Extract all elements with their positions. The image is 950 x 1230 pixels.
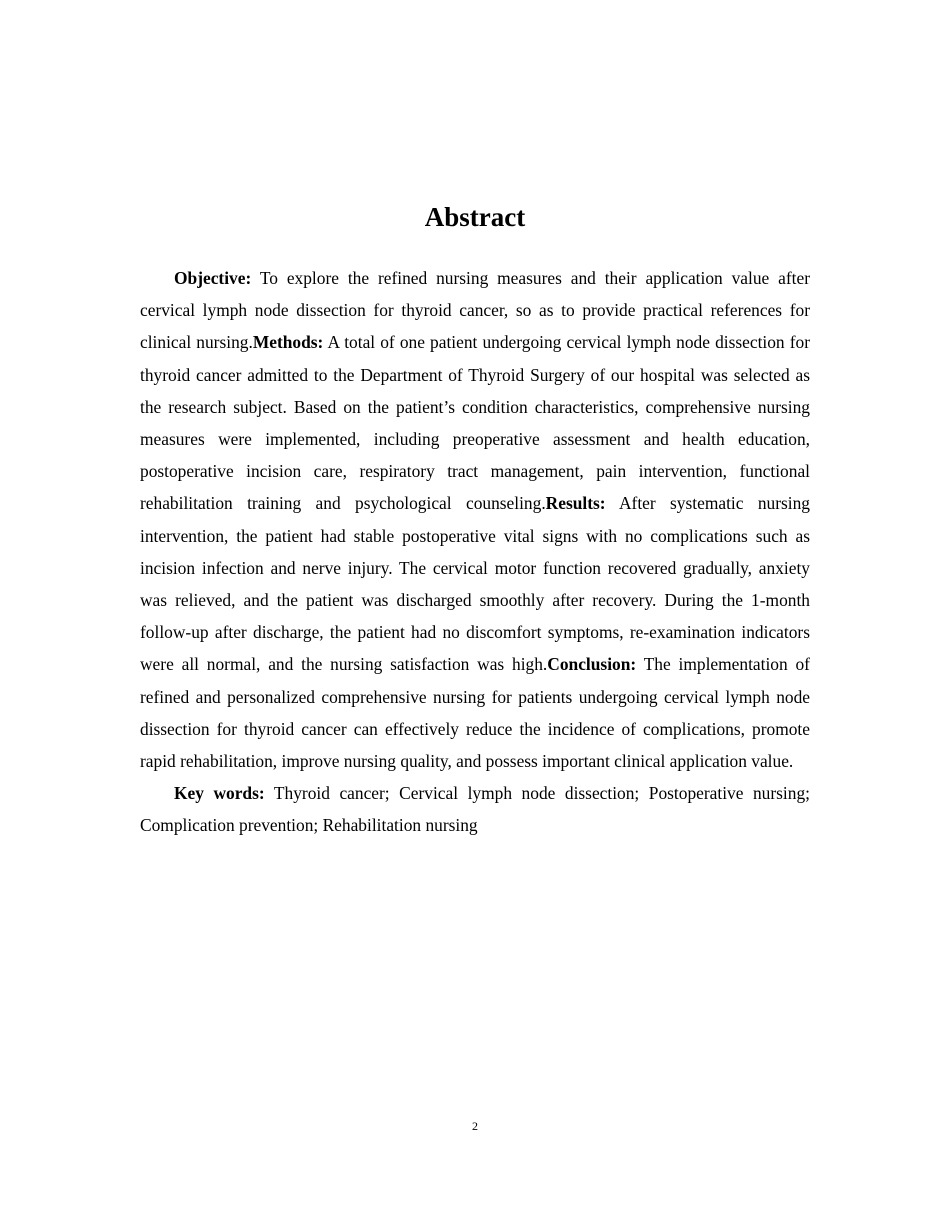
page-title: Abstract	[424, 202, 526, 232]
objective-label: Objective:	[174, 268, 252, 288]
page-number: 2	[472, 1119, 478, 1133]
objective-text: To explore the refined nursing measures and their application value after cervical lymph node dissection for thyroid cancer, so as to provide practical references for clinical nursing.	[140, 268, 810, 353]
methods-text: A total of one patient undergoing cervical lymph node dissection for thyroid cancer admitted to the Department of Thyroid Surgery of our hospital was selected as the research subject. Based on the patient’s condition characteristics, comprehensive nursing measures were implemented, including preoperative assessment and health education, postoperative incision care, respiratory tract management, pain intervention, functional rehabilitation training and psychological counseling.	[140, 332, 811, 514]
methods-label: Methods:	[252, 332, 324, 353]
keywords-label: Key words:	[174, 783, 265, 804]
conclusion-text: The implementation of refined and personalized comprehensive nursing for patients undergoing cervical lymph node dissection for thyroid cancer can effectively reduce the incidence of complications, promote rapid rehabilitation, improve nursing quality, and possess important clinical application value.	[140, 654, 810, 772]
abstract-body	[140, 262, 810, 842]
keywords-text: Thyroid cancer; Cervical lymph node dissection; Postoperative nursing; Complication prevention; Rehabilitation nursing	[140, 783, 810, 836]
abstract-paragraph	[140, 262, 810, 777]
results-label: Results:	[545, 493, 606, 514]
results-text: After systematic nursing intervention, the patient had stable postoperative vital signs with no complications such as incision infection and nerve injury. The cervical motor function recovered gradually, anxiety was relieved, and the patient was discharged smoothly after recovery. During the 1-month follow-up after discharge, the patient had no discomfort symptoms, re-examination indicators were all normal, and the nursing satisfaction was high.	[140, 493, 810, 675]
keywords-paragraph	[140, 777, 810, 841]
conclusion-label: Conclusion:	[547, 654, 637, 675]
